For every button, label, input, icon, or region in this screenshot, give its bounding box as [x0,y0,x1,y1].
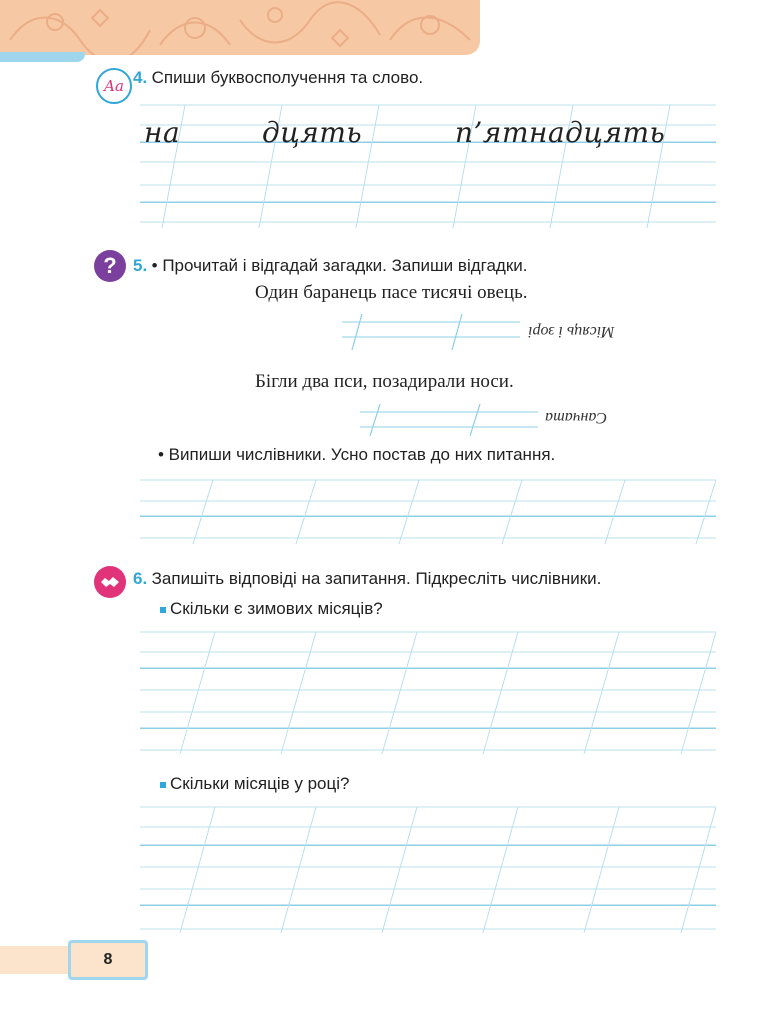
task6-header [133,569,601,589]
riddle-2: Бігли два пси, позадирали носи. [255,371,514,392]
task6-number: 6. [133,569,148,588]
task4-number: 4. [133,68,148,87]
task5-instruction: • Прочитай і відгадай загадки. Запиши відгадки. [151,256,528,275]
task5-number: 5. [133,256,148,275]
banner-shadow [0,52,85,62]
task6-q1-writing-lines [140,630,716,755]
cursive-sample-1: на [144,116,181,149]
square-bullet-icon [160,782,166,788]
riddle-1-answer-lines [342,312,522,352]
page-number-tab [0,946,68,974]
riddle-1: Один баранець пасе тисячі овець. [255,282,528,303]
square-bullet-icon [160,607,166,613]
cursive-sample-2: дцять [262,116,363,149]
cursive-sample-3: п’ятнадцять [455,116,666,149]
task5-subtask: • Випиши числівники. Усно постав до них питання. [158,445,556,464]
task6-question-2-text: Скільки місяців у році? [170,774,350,793]
task5-header [133,256,528,276]
page-number: 8 [103,951,113,968]
handshake-icon [94,566,126,598]
cursive-letters-icon: Aa [96,68,132,104]
task6-q2-writing-lines [140,805,716,935]
task5-writing-lines [140,476,716,546]
task6-question-1-text: Скільки є зимових місяців? [170,599,383,618]
task4-header [133,68,423,88]
task6-question-1 [160,599,383,619]
question-mark-icon: ? [94,250,126,282]
riddle-2-answer-upside-down: Санчата [545,409,608,426]
page-number-box [68,940,148,980]
task6-question-2 [160,774,349,794]
task4-instruction: Спиши буквосполучення та слово. [151,68,424,87]
riddle-1-answer-upside-down: Місяць і зорі [528,323,615,340]
riddle-2-answer-lines [360,402,540,438]
decorative-banner [0,0,480,55]
task6-instruction: Запишіть відповіді на запитання. Підкресліть числівники. [151,569,602,588]
ornament-pattern-icon [0,0,480,55]
